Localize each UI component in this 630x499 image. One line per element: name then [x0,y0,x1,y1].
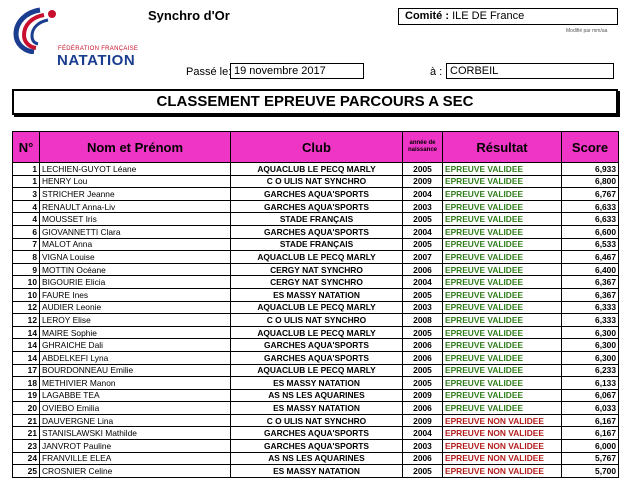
cell-score: 6,633 [562,200,619,213]
table-row [13,465,619,478]
table-row [13,389,619,402]
cell-rank: 23 [13,440,40,453]
cell-score: 6,533 [562,238,619,251]
cell-result: EPREUVE VALIDEE [443,163,562,176]
cell-rank: 14 [13,326,40,339]
cell-rank: 4 [13,213,40,226]
table-row [13,213,619,226]
cell-result: EPREUVE VALIDEE [443,188,562,201]
cell-year: 2006 [403,263,443,276]
cell-rank: 10 [13,288,40,301]
page-title: Synchro d'Or [148,8,230,23]
cell-club: CERGY NAT SYNCHRO [231,276,403,289]
swimmer-logo-icon [10,6,62,54]
cell-score: 6,000 [562,440,619,453]
cell-rank: 3 [13,188,40,201]
table-row [13,364,619,377]
cell-name: OVIEBO Emilia [40,402,231,415]
cell-name: HENRY Lou [40,175,231,188]
cell-club: GARCHES AQUA'SPORTS [231,339,403,352]
cell-club: AQUACLUB LE PECQ MARLY [231,326,403,339]
comite-value: ILE DE France [452,10,525,22]
cell-score: 6,400 [562,263,619,276]
cell-club: C O ULIS NAT SYNCHRO [231,414,403,427]
logo-federation-text: FÉDÉRATION FRANÇAISE [58,46,139,52]
small-note: Modifié par mm/aa [566,28,608,34]
cell-result: EPREUVE VALIDEE [443,377,562,390]
ranking-banner: CLASSEMENT EPREUVE PARCOURS A SEC [12,89,618,115]
cell-year: 2003 [403,301,443,314]
cell-rank: 24 [13,452,40,465]
cell-score: 6,333 [562,301,619,314]
cell-year: 2003 [403,200,443,213]
cell-result: EPREUVE VALIDEE [443,263,562,276]
location-label: à : [430,66,443,78]
cell-rank: 10 [13,276,40,289]
cell-year: 2005 [403,377,443,390]
cell-result: EPREUVE NON VALIDEE [443,427,562,440]
cell-year: 2009 [403,175,443,188]
cell-name: MOTTIN Océane [40,263,231,276]
comite-field [398,8,618,25]
date-label: Passé le: [186,66,232,78]
cell-rank: 18 [13,377,40,390]
table-row [13,377,619,390]
cell-club: AQUACLUB LE PECQ MARLY [231,163,403,176]
table-row [13,288,619,301]
cell-year: 2006 [403,402,443,415]
header-rank: N° [13,132,40,163]
cell-club: STADE FRANÇAIS [231,238,403,251]
cell-club: C O ULIS NAT SYNCHRO [231,175,403,188]
cell-result: EPREUVE VALIDEE [443,389,562,402]
cell-result: EPREUVE VALIDEE [443,351,562,364]
location-value: CORBEIL [446,63,614,79]
cell-score: 6,767 [562,188,619,201]
ffn-logo [10,6,139,69]
table-header-row [13,132,619,163]
cell-rank: 21 [13,427,40,440]
table-row [13,314,619,327]
header-name: Nom et Prénom [40,132,231,163]
cell-rank: 1 [13,175,40,188]
table-row [13,414,619,427]
cell-score: 6,033 [562,402,619,415]
cell-name: MAIRE Sophie [40,326,231,339]
cell-score: 6,367 [562,276,619,289]
table-row [13,351,619,364]
table-row [13,440,619,453]
cell-score: 6,133 [562,377,619,390]
cell-club: GARCHES AQUA'SPORTS [231,427,403,440]
cell-year: 2009 [403,389,443,402]
cell-name: FAURE Ines [40,288,231,301]
cell-name: AUDIER Leonie [40,301,231,314]
cell-score: 6,167 [562,427,619,440]
cell-result: EPREUVE VALIDEE [443,175,562,188]
header-result: Résultat [443,132,562,163]
cell-result: EPREUVE VALIDEE [443,402,562,415]
cell-result: EPREUVE VALIDEE [443,200,562,213]
cell-score: 5,767 [562,452,619,465]
cell-result: EPREUVE VALIDEE [443,314,562,327]
cell-score: 6,167 [562,414,619,427]
cell-result: EPREUVE VALIDEE [443,288,562,301]
cell-score: 6,600 [562,225,619,238]
cell-rank: 12 [13,314,40,327]
cell-rank: 6 [13,225,40,238]
cell-rank: 19 [13,389,40,402]
cell-year: 2004 [403,188,443,201]
comite-label: Comité : [405,10,449,22]
cell-year: 2005 [403,326,443,339]
cell-result: EPREUVE VALIDEE [443,339,562,352]
cell-name: STANISLAWSKI Mathilde [40,427,231,440]
cell-score: 5,700 [562,465,619,478]
cell-year: 2005 [403,288,443,301]
cell-name: LAGABBE TEA [40,389,231,402]
cell-club: ES MASSY NATATION [231,402,403,415]
cell-rank: 12 [13,301,40,314]
table-row [13,427,619,440]
cell-club: AQUACLUB LE PECQ MARLY [231,301,403,314]
cell-score: 6,800 [562,175,619,188]
cell-score: 6,300 [562,326,619,339]
cell-year: 2006 [403,452,443,465]
cell-result: EPREUVE VALIDEE [443,238,562,251]
date-value: 19 novembre 2017 [230,63,364,79]
cell-result: EPREUVE VALIDEE [443,364,562,377]
cell-name: JANVROT Pauline [40,440,231,453]
cell-club: GARCHES AQUA'SPORTS [231,188,403,201]
cell-rank: 25 [13,465,40,478]
cell-result: EPREUVE NON VALIDEE [443,465,562,478]
cell-name: RENAULT Anna-Liv [40,200,231,213]
header-score: Score [562,132,619,163]
cell-year: 2004 [403,276,443,289]
cell-name: FRANVILLE ELEA [40,452,231,465]
cell-year: 2005 [403,163,443,176]
cell-score: 6,300 [562,351,619,364]
cell-score: 6,367 [562,288,619,301]
table-row [13,452,619,465]
header-year: année de naissance [403,132,443,163]
table-row [13,188,619,201]
cell-name: BOURDONNEAU Emilie [40,364,231,377]
cell-rank: 14 [13,339,40,352]
cell-club: AS NS LES AQUARINES [231,389,403,402]
cell-result: EPREUVE VALIDEE [443,276,562,289]
cell-rank: 21 [13,414,40,427]
cell-result: EPREUVE VALIDEE [443,213,562,226]
cell-result: EPREUVE VALIDEE [443,225,562,238]
cell-year: 2006 [403,339,443,352]
cell-club: STADE FRANÇAIS [231,213,403,226]
cell-rank: 8 [13,251,40,264]
cell-score: 6,067 [562,389,619,402]
cell-year: 2008 [403,314,443,327]
table-row [13,339,619,352]
cell-year: 2004 [403,427,443,440]
cell-result: EPREUVE NON VALIDEE [443,452,562,465]
cell-score: 6,633 [562,213,619,226]
cell-year: 2004 [403,225,443,238]
cell-club: ES MASSY NATATION [231,377,403,390]
cell-name: BIGOURIE Elicia [40,276,231,289]
cell-year: 2003 [403,440,443,453]
table-row [13,326,619,339]
cell-club: ES MASSY NATATION [231,288,403,301]
cell-result: EPREUVE VALIDEE [443,326,562,339]
cell-club: CERGY NAT SYNCHRO [231,263,403,276]
cell-year: 2005 [403,364,443,377]
cell-score: 6,467 [562,251,619,264]
cell-rank: 20 [13,402,40,415]
cell-score: 6,333 [562,314,619,327]
cell-rank: 4 [13,200,40,213]
logo-natation-text: NATATION [57,52,136,69]
cell-name: LEROY Elise [40,314,231,327]
cell-name: MOUSSET Iris [40,213,231,226]
cell-rank: 14 [13,351,40,364]
cell-rank: 9 [13,263,40,276]
cell-name: GHRAICHE Dali [40,339,231,352]
table-row [13,163,619,176]
cell-result: EPREUVE NON VALIDEE [443,440,562,453]
cell-result: EPREUVE NON VALIDEE [443,414,562,427]
cell-name: CROSNIER Celine [40,465,231,478]
cell-rank: 7 [13,238,40,251]
table-row [13,402,619,415]
table-row [13,175,619,188]
cell-score: 6,233 [562,364,619,377]
table-row [13,301,619,314]
table-row [13,263,619,276]
cell-year: 2006 [403,351,443,364]
table-row [13,200,619,213]
cell-club: GARCHES AQUA'SPORTS [231,440,403,453]
cell-year: 2005 [403,238,443,251]
cell-name: LECHIEN-GUYOT Léane [40,163,231,176]
cell-name: GIOVANNETTI Clara [40,225,231,238]
cell-score: 6,300 [562,339,619,352]
results-table [12,131,619,478]
cell-club: ES MASSY NATATION [231,465,403,478]
cell-club: GARCHES AQUA'SPORTS [231,225,403,238]
cell-name: STRICHER Jeanne [40,188,231,201]
table-row [13,276,619,289]
cell-rank: 17 [13,364,40,377]
cell-year: 2007 [403,251,443,264]
cell-rank: 1 [13,163,40,176]
cell-club: C O ULIS NAT SYNCHRO [231,314,403,327]
cell-name: VIGNA Louise [40,251,231,264]
cell-result: EPREUVE VALIDEE [443,301,562,314]
cell-club: AS NS LES AQUARINES [231,452,403,465]
header-club: Club [231,132,403,163]
cell-club: GARCHES AQUA'SPORTS [231,200,403,213]
cell-name: METHIVIER Manon [40,377,231,390]
cell-result: EPREUVE VALIDEE [443,251,562,264]
cell-name: ABDELKEFI Lyna [40,351,231,364]
cell-year: 2005 [403,465,443,478]
table-row [13,238,619,251]
cell-name: DAUVERGNE Lina [40,414,231,427]
table-row [13,251,619,264]
cell-year: 2005 [403,213,443,226]
cell-name: MALOT Anna [40,238,231,251]
cell-club: AQUACLUB LE PECQ MARLY [231,251,403,264]
cell-club: GARCHES AQUA'SPORTS [231,351,403,364]
cell-year: 2009 [403,414,443,427]
table-row [13,225,619,238]
cell-club: AQUACLUB LE PECQ MARLY [231,364,403,377]
cell-score: 6,933 [562,163,619,176]
